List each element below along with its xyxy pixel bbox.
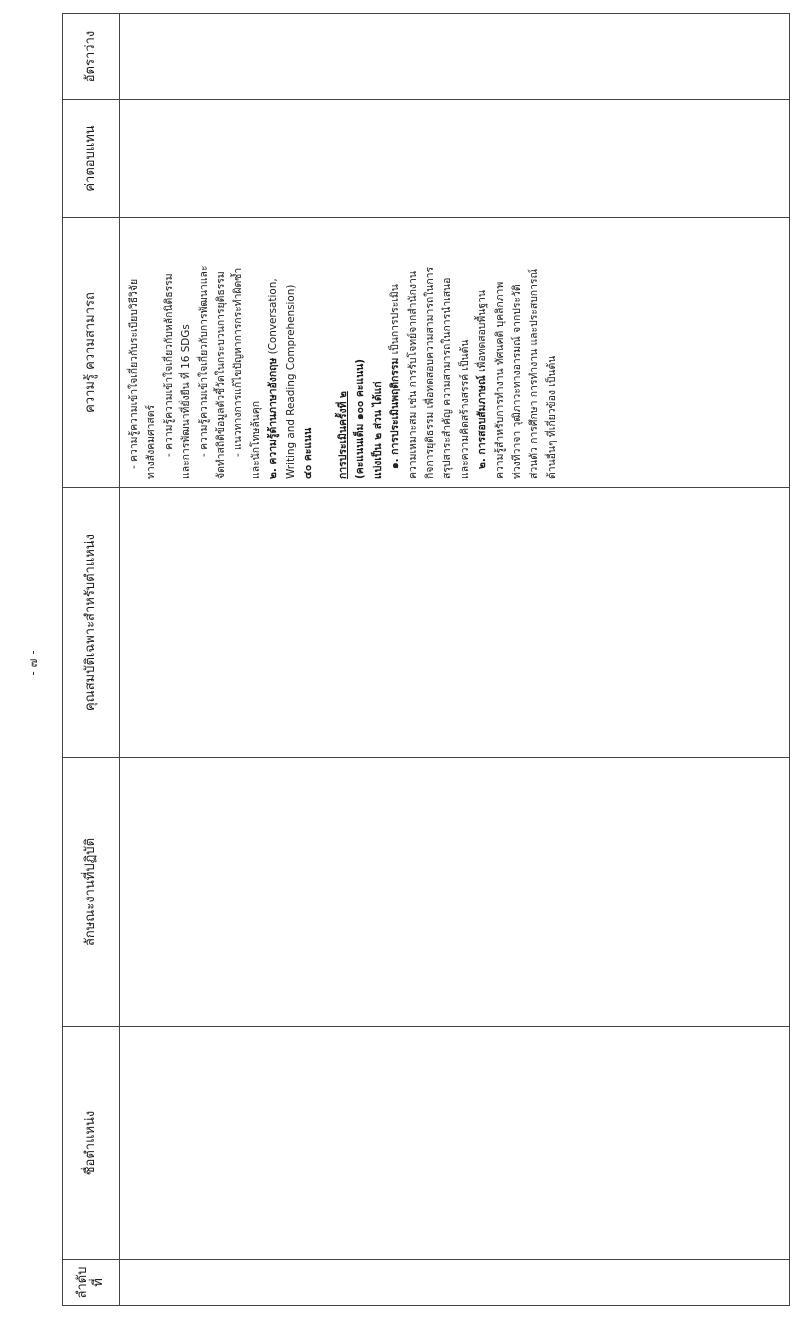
page-number: - ๗ - (26, 650, 40, 676)
knowledge-line: และความคิดสร้างสรรค์ เป็นต้น (458, 339, 471, 479)
header-no: ลำดับที่ (63, 1260, 120, 1306)
knowledge-line: Writing and Reading Comprehension) (284, 284, 297, 479)
behavior-assessment-desc: เป็นการประเมิน (389, 284, 402, 358)
english-knowledge-skills: (Conversation, (267, 278, 280, 358)
header-duties: ลักษณะงานที่ปฏิบัติ (63, 758, 120, 1027)
knowledge-line: ความเหมาะสม เช่น การรับโจทย์จากสำนักงาน (406, 271, 419, 479)
table-row (120, 14, 790, 1306)
knowledge-line: ความรู้สำหรับการทำงาน ทัศนคติ บุคลิกภาพ (493, 281, 506, 479)
knowledge-line: ส่วนตัว การศึกษา การทำงาน และประสบการณ์ (528, 268, 541, 479)
round-two-parts: แบ่งเป็น ๒ ส่วน ได้แก่ (371, 381, 384, 479)
header-qualifications: คุณสมบัติเฉพาะสำหรับตำแหน่ง (63, 488, 120, 758)
knowledge-line: ทางสังคมศาสตร์ (145, 404, 158, 479)
english-knowledge-title: ๒. ความรู้ด้านภาษาอังกฤษ (267, 357, 280, 479)
table-header-row (63, 14, 120, 1306)
cell-vacancies (120, 14, 790, 100)
header-knowledge: ความรู้ ความสามารถ (63, 218, 120, 488)
round-two-title: การประเมินครั้งที่ ๒ (336, 391, 349, 479)
behavior-assessment-title: ๑. การประเมินพฤติกรรม (389, 357, 402, 469)
cell-duties (120, 758, 790, 1027)
knowledge-line: - ความรู้ความเข้าใจเกี่ยวกับหลักนิติธรรม (162, 273, 175, 457)
knowledge-line: จัดทำสถิติข้อมูลตัวชี้วัดในกระบวนการยุติธรรม (215, 271, 228, 479)
round-two-score: (คะแนนเต็ม ๑๐๐ คะแนน) (354, 358, 367, 479)
header-compensation: ค่าตอบแทน (63, 100, 120, 218)
knowledge-line: - แนวทางการแก้ไขปัญหาการกระทำผิดซ้ำ (232, 267, 245, 457)
knowledge-line: ท่วงทีวาจา วุฒิภาวะทางอารมณ์ จากประวัติ (510, 284, 523, 479)
english-knowledge-line (265, 226, 282, 479)
cell-knowledge (120, 218, 790, 488)
knowledge-line: และนักโทษล้นคุก (249, 400, 262, 479)
cell-position (120, 1027, 790, 1260)
spacer-line (317, 226, 334, 479)
knowledge-line: - ความรู้ความเข้าใจเกี่ยวกับระเบียบวิธีวิจัย (128, 278, 140, 469)
cell-compensation (120, 100, 790, 218)
header-vacancies: อัตราว่าง (63, 14, 120, 100)
header-position: ชื่อตำแหน่ง (63, 1027, 120, 1260)
cell-qualifications (120, 488, 790, 758)
knowledge-line: สรุปสาระสำคัญ ความสามารถในการนำเสนอ (441, 277, 454, 479)
cell-no (120, 1260, 790, 1306)
knowledge-line: และการพัฒนาที่ยั่งยืน ที่ 16 SDGs (180, 324, 193, 479)
position-table (62, 13, 790, 1306)
knowledge-line: ด้านอื่นๆ ที่เกี่ยวข้อง เป็นต้น (545, 355, 558, 479)
interview-line (474, 226, 491, 479)
interview-title: ๒. การสอบสัมภาษณ์ (476, 375, 489, 469)
knowledge-line: - ความรู้ความเข้าใจเกี่ยวกับการพัฒนาและ (197, 265, 210, 457)
knowledge-line: กิจการยุติธรรม เพื่อทดสอบความสามารถในการ (423, 266, 436, 479)
behavior-assessment-line (387, 226, 404, 479)
score-line: ๔๐ คะแนน (302, 427, 315, 479)
interview-desc: เพื่อทดสอบพื้นฐาน (476, 289, 489, 376)
